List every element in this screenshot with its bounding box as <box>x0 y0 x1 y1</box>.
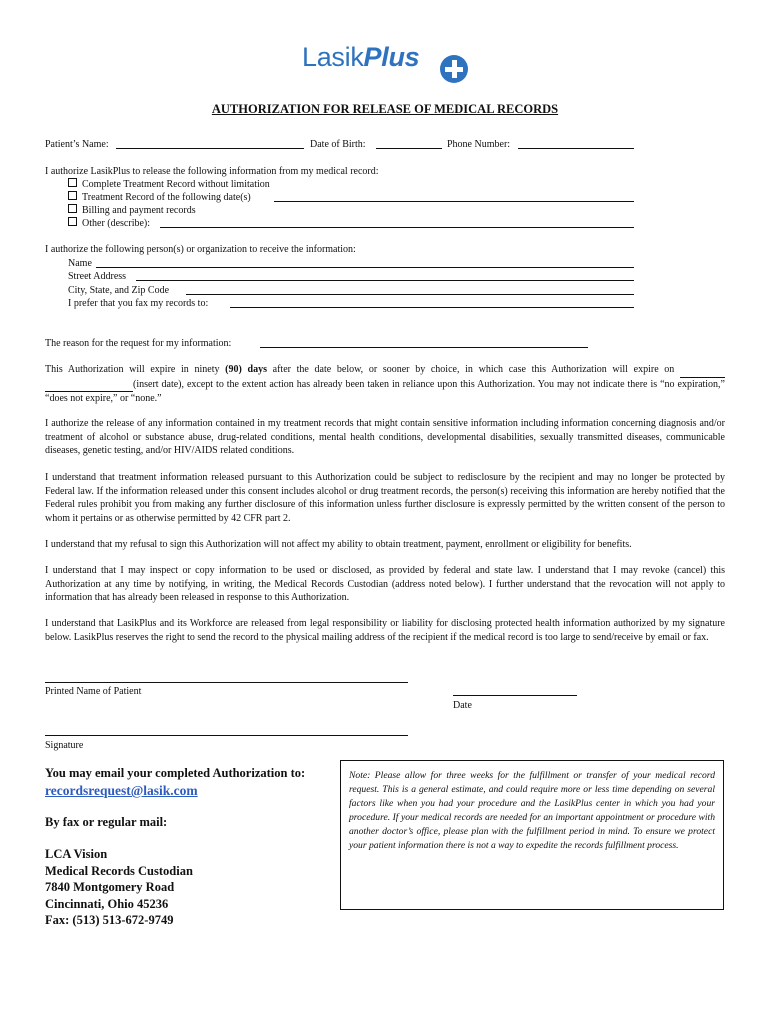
checkbox[interactable] <box>68 191 77 200</box>
checkbox[interactable] <box>68 178 77 187</box>
street-address-label: Street Address <box>68 271 127 282</box>
email-link[interactable]: recordsrequest@lasik.com <box>45 783 198 798</box>
other-field[interactable] <box>160 227 634 228</box>
revocation-paragraph: I understand that I may inspect or copy information to be used or disclosed, as provided by federal and state law. I understand that I may revoke (cancel) this Authorization at any time by notifying, in writing, the Medical Records Custodian (address noted below). I further understand that the revocation will not apply to information that has already been released in response to this Authorization. <box>45 565 725 603</box>
recipient-name-label: Name <box>68 258 92 269</box>
date-field[interactable] <box>453 695 577 696</box>
printed-name-field[interactable] <box>45 682 408 683</box>
option-other[interactable]: Other (describe): <box>68 217 150 231</box>
plus-icon <box>440 55 468 83</box>
date-label: Date <box>453 700 472 711</box>
option-billing-records[interactable]: Billing and payment records <box>68 204 196 218</box>
mailing-address <box>45 846 193 929</box>
dob-label: Date of Birth: <box>310 139 366 150</box>
email-heading: You may email your completed Authorization to: <box>45 766 306 780</box>
expiration-paragraph: This Authorization will expire in ninety (90) days after the date below, or sooner by choice, in which case this Authorization will expire on (insert date), except to the extent action has already been taken in reliance upon this Authorization. You may not indicate there is “no expiration,” “does not expire,” or “none.” <box>45 364 725 404</box>
printed-name-label: Printed Name of Patient <box>45 686 142 697</box>
release-intro: I authorize LasikPlus to release the following information from my medical record: <box>45 166 379 177</box>
dates-field[interactable] <box>274 201 634 202</box>
expiration-date-field[interactable] <box>680 363 725 378</box>
reason-label: The reason for the request for my information: <box>45 338 232 349</box>
patient-name-label: Patient’s Name: <box>45 139 109 150</box>
address-line: Medical Records Custodian <box>45 863 193 878</box>
signature-field[interactable] <box>45 735 408 736</box>
liability-paragraph: I understand that LasikPlus and its Workforce are released from legal responsibility or liability for disclosing protected health information authorized by my signature below. LasikPlus reserves the right to send the record to the physical mailing address of the recipient if the medical record is too large to send/receive by email or fax. <box>45 618 725 643</box>
address-line: Cincinnati, Ohio 45236 <box>45 896 169 911</box>
insert-date-field[interactable] <box>45 378 133 393</box>
city-state-zip-label: City, State, and Zip Code <box>68 285 170 296</box>
page-title: AUTHORIZATION FOR RELEASE OF MEDICAL RECORDS <box>211 102 559 116</box>
lasikplus-logo <box>302 42 419 86</box>
checkbox[interactable] <box>68 204 77 213</box>
redisclosure-paragraph: I understand that treatment information released pursuant to this Authorization could be subject to redisclosure by the recipient and may no longer be protected by Federal law. If the information released under this consent includes alcohol or drug treatment records, the person(s) receiving this information are hereby notified that the Federal rules prohibit you from making any further disclosure of this information unless further disclosure is expressly permitted by the written consent of the person to whom it pertains or as otherwise permitted by 42 CFR part 2. <box>45 472 725 524</box>
address-line: LCA Vision <box>45 847 108 861</box>
patient-name-field[interactable] <box>116 148 304 149</box>
address-line: 7840 Montgomery Road <box>45 880 175 894</box>
fax-pref-field[interactable] <box>230 307 634 308</box>
dob-field[interactable] <box>376 148 442 149</box>
reason-field[interactable] <box>260 347 588 348</box>
option-complete-record[interactable]: Complete Treatment Record without limitation <box>68 178 270 192</box>
fax-pref-label: I prefer that you fax my records to: <box>68 298 209 309</box>
recipient-name-field[interactable] <box>96 267 634 268</box>
logo-wordmark: LasikPlus <box>302 42 420 72</box>
recipient-intro: I authorize the following person(s) or organization to receive the information: <box>45 244 356 255</box>
note-box: Note: Please allow for three weeks for the fulfillment or transfer of your medical record request. This is a general estimate, and could require more or less time depending on several factors like when you had your procedure and the LasikPlus center in which you had your procedure. If your medical records are needed for an important appointment or procedure with another doctor’s office, please plan with the fulfillment period in mind. To ensure we protect your patient information there is not a way to expedite the records fulfillment process. <box>340 760 724 910</box>
refusal-paragraph: I understand that my refusal to sign this Authorization will not affect my ability to obtain treatment, payment, enrollment or eligibility for benefits. <box>45 539 632 550</box>
fax-heading: By fax or regular mail: <box>45 815 168 829</box>
phone-field[interactable] <box>518 148 634 149</box>
phone-label: Phone Number: <box>447 139 511 150</box>
signature-label: Signature <box>45 740 84 751</box>
fax-number: Fax: (513) 513-672-9749 <box>45 913 174 927</box>
city-state-zip-field[interactable] <box>186 294 634 295</box>
sensitive-info-paragraph: I authorize the release of any information contained in my treatment records that might contain sensitive information including information concerning diagnosis and/or treatment of alcohol or substance abuse, drug-related conditions, mental health conditions, developmental disabilities, sexually transmitted diseases, communicable diseases, genetic testing, and/or HIV/AIDS related conditions. <box>45 418 725 456</box>
checkbox[interactable] <box>68 217 77 226</box>
option-dated-record[interactable]: Treatment Record of the following date(s) <box>68 191 251 205</box>
street-address-field[interactable] <box>136 280 634 281</box>
